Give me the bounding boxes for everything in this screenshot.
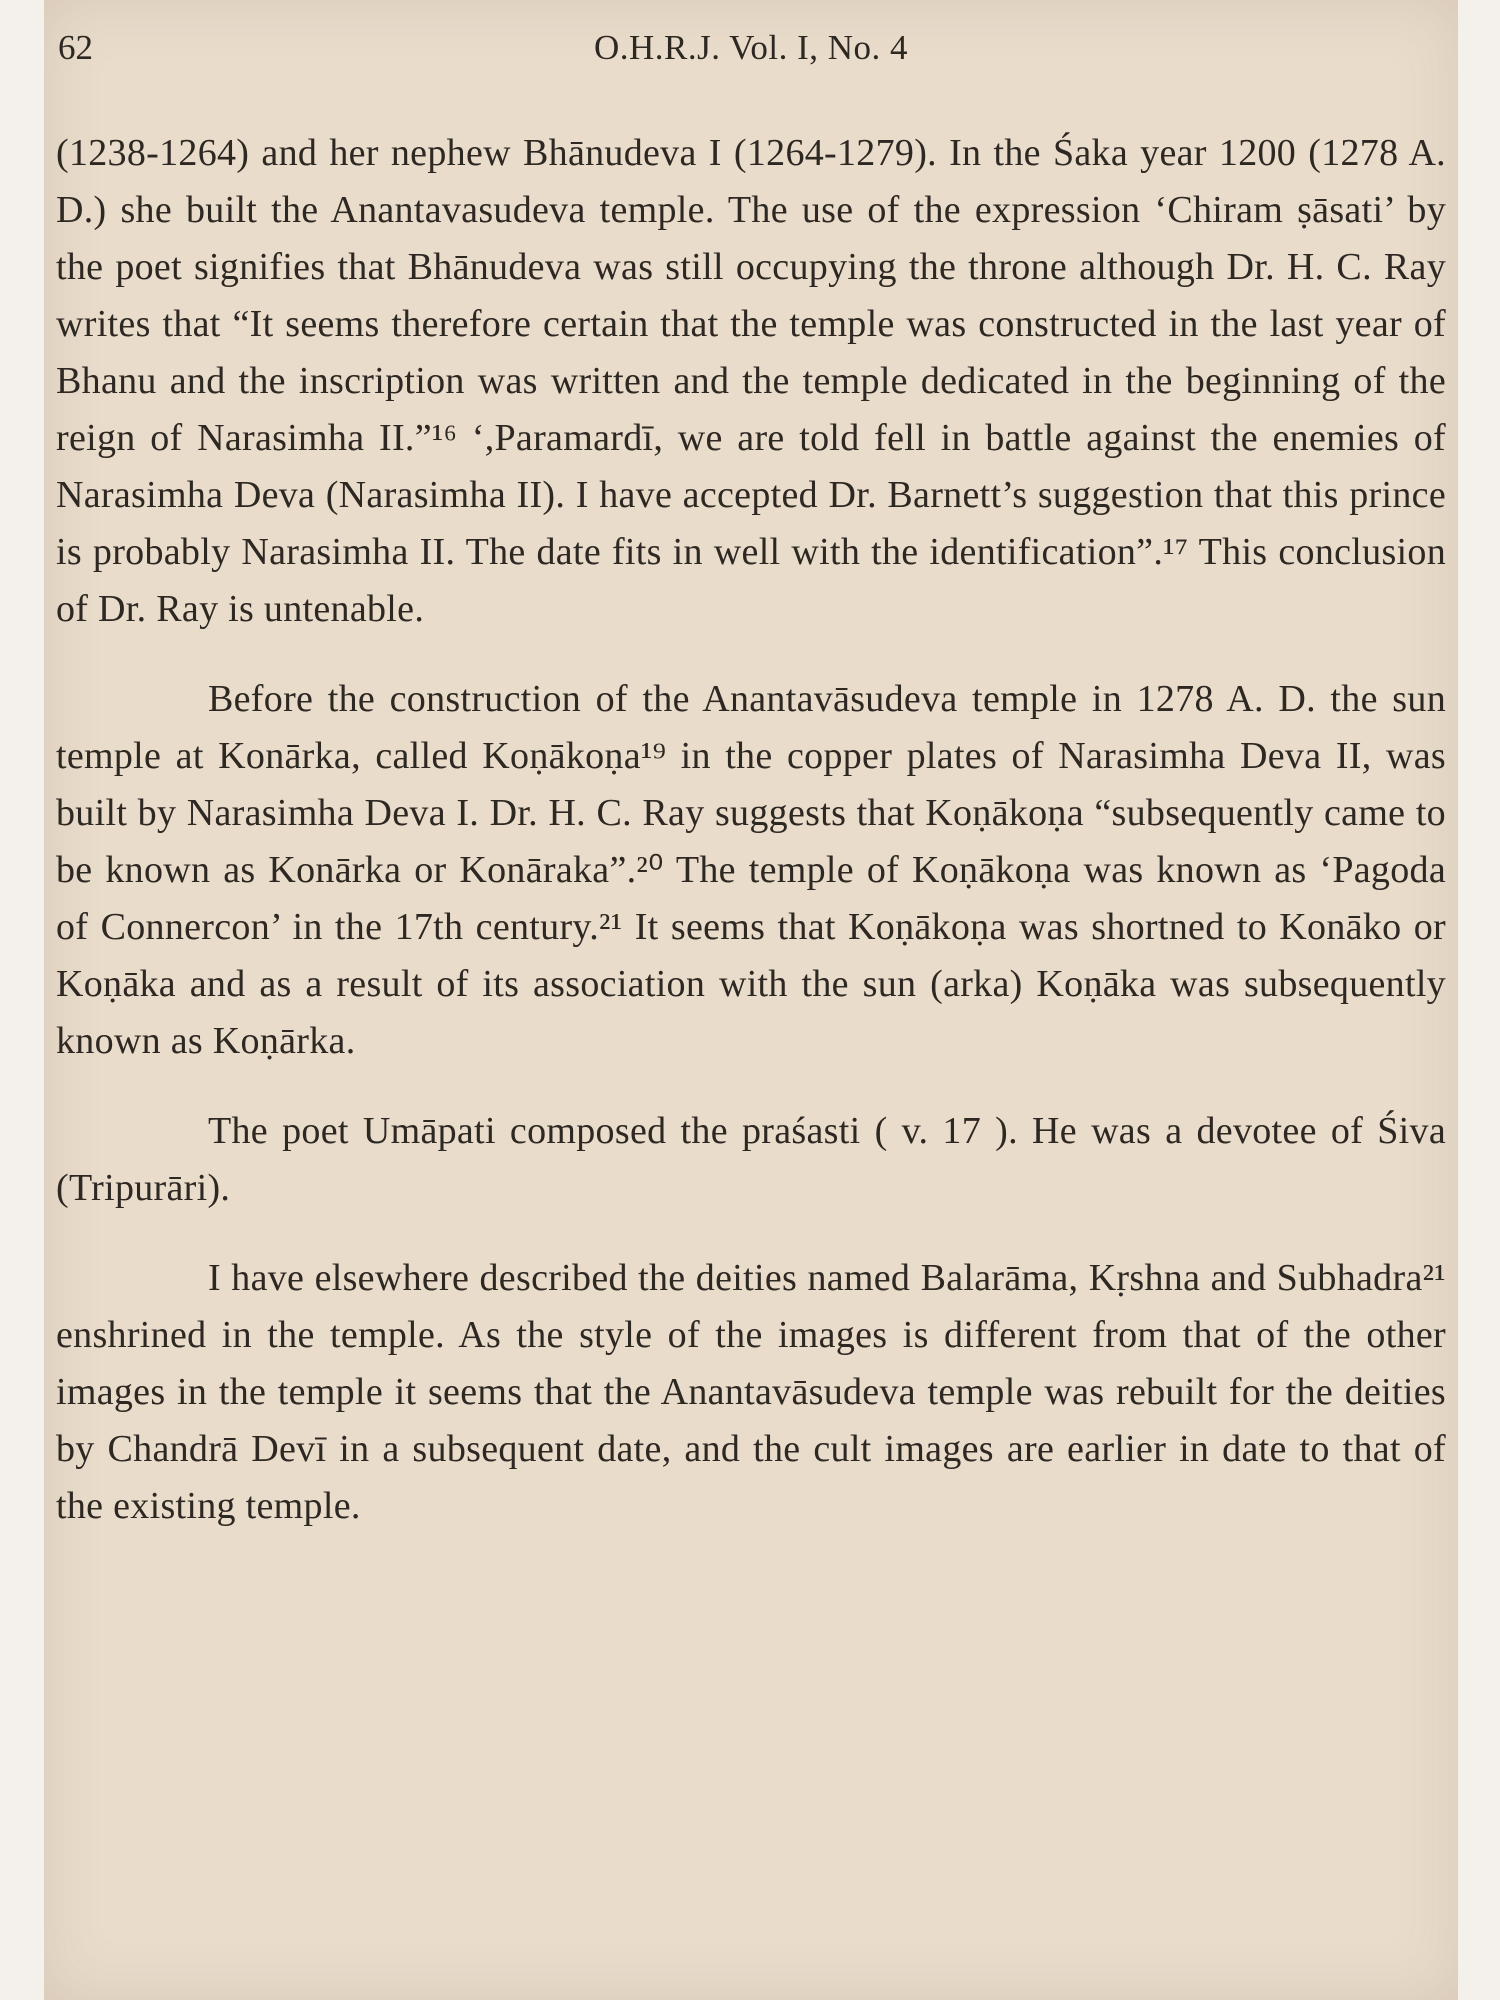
paragraph-3: The poet Umāpati composed the praśasti ( v. 17 ). He was a devotee of Śiva (Tripurāri). [56,1110,1446,1209]
book-page [44,0,1458,2000]
paragraph-4: I have elsewhere described the deities named Balarāma, Kṛshna and Subhadra²¹ enshrined in the temple. As the style of the images is different from that of the other images in the temple it seems that the Anantavāsudeva temple was rebuilt for the deities by Chandrā Devī in a subsequent date, and the cult images are earlier in date to that of the existing temple. [56,1257,1446,1527]
body-text [56,125,1446,1535]
page-number: 62 [58,28,93,67]
paragraph-2: Before the construction of the Anantavāsudeva temple in 1278 A. D. the sun temple at Konārka, called Koṇākoṇa¹⁹ in the copper plates of Narasimha Deva II, was built by Narasimha Deva I. Dr. H. C. Ray suggests that Koṇākoṇa “subsequently came to be known as Konārka or Konāraka”.²⁰ The temple of Koṇākoṇa was known as ‘Pagoda of Connercon’ in the 17th century.²¹ It seems that Koṇākoṇa was shortned to Konāko or Koṇāka and as a result of its association with the sun (arka) Koṇāka was subsequently known as Koṇārka. [56,678,1446,1062]
page-header [58,28,1444,78]
paragraph-1: (1238-1264) and her nephew Bhānudeva I (1264-1279). In the Śaka year 1200 (1278 A. D.) she built the Anantavasudeva temple. The use of the expression ‘Chiram ṣāsati’ by the poet signifies that Bhānudeva was still occupying the throne although Dr. H. C. Ray writes that “It seems therefore certain that the temple was constructed in the last year of Bhanu and the inscription was written and the temple dedicated in the beginning of the reign of Narasimha II.”¹⁶ ‘,Paramardī, we are told fell in battle against the enemies of Narasimha Deva (Narasimha II). I have accepted Dr. Barnett’s suggestion that this prince is probably Narasimha II. The date fits in well with the identification”.¹⁷ This conclusion of Dr. Ray is untenable. [56,132,1446,630]
running-head: O.H.R.J. Vol. I, No. 4 [593,28,909,67]
